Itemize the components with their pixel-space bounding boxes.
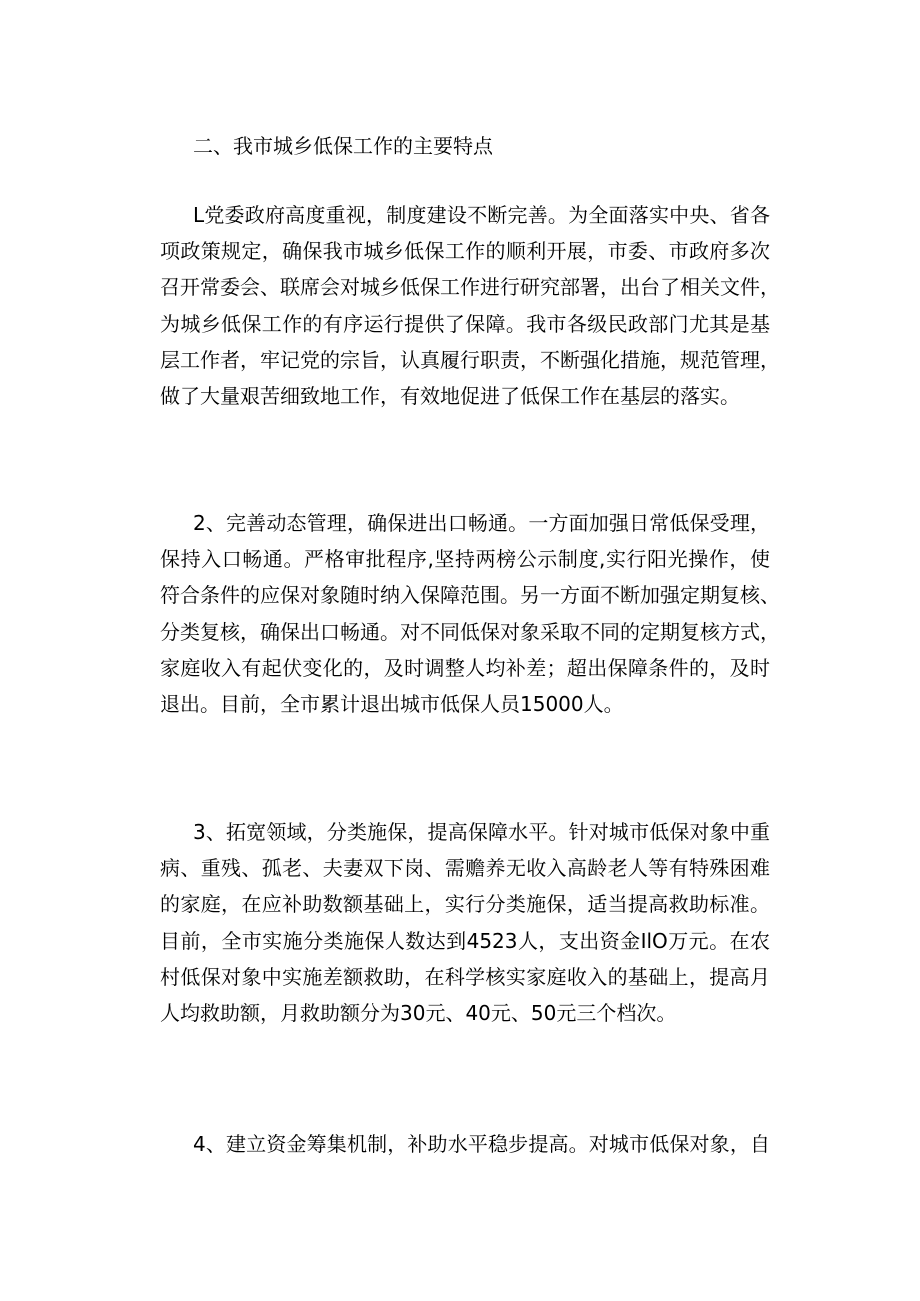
paragraph-line: 为城乡低保工作的有序运行提供了保障。我市各级民政部门尤其是基 [160, 311, 770, 336]
paragraph-line: 分类复核，确保出口畅通。对不同低保对象采取不同的定期复核方式， [160, 619, 780, 644]
paragraph-line: 家庭收入有起伏变化的，及时调整人均补差；超出保障条件的，及时 [160, 655, 770, 680]
paragraph-1 [160, 197, 780, 414]
paragraph-line: 4、建立资金筹集机制，补助水平稳步提高。对城市低保对象，自 [193, 1132, 770, 1156]
paragraph-line: 召开常委会、联席会对城乡低保工作进行研究部署，出台了相关文件， [160, 275, 780, 300]
paragraph-line: 做了大量艰苦细致地工作，有效地促进了低保工作在基层的落实。 [160, 383, 740, 408]
paragraph-line: 保持入口畅通。严格审批程序,坚持两榜公示制度,实行阳光操作，使 [160, 547, 770, 572]
paragraph-line: 3、拓宽领域，分类施保，提高保障水平。针对城市低保对象中重 [193, 820, 770, 844]
paragraph-4 [160, 1126, 770, 1162]
section-heading: 二、我市城乡低保工作的主要特点 [193, 134, 493, 158]
paragraph-line: 的家庭，在应补助数额基础上，实行分类施保，适当提高救助标准。 [160, 892, 770, 917]
paragraph-line: 退出。目前，全市累计退出城市低保人员15000人。 [160, 691, 624, 716]
paragraph-line: L党委政府高度重视，制度建设不断完善。为全面落实中央、省各 [193, 203, 770, 227]
paragraph-line: 项政策规定，确保我市城乡低保工作的顺利开展，市委、市政府多次 [160, 239, 770, 264]
paragraph-line: 目前，全市实施分类施保人数达到4523人，支出资金IlO万元。在农 [160, 928, 770, 953]
paragraph-2 [160, 505, 780, 722]
paragraph-line: 2、完善动态管理，确保进出口畅通。一方面加强日常低保受理， [193, 511, 770, 535]
paragraph-line: 病、重残、孤老、夫妻双下岗、需赡养无收入高龄老人等有特殊困难 [160, 856, 770, 881]
paragraph-line: 村低保对象中实施差额救助，在科学核实家庭收入的基础上，提高月 [160, 964, 770, 989]
paragraph-line: 人均救助额，月救助额分为30元、40元、50元三个档次。 [160, 1000, 677, 1025]
paragraph-line: 符合条件的应保对象随时纳入保障范围。另一方面不断加强定期复核、 [160, 583, 780, 608]
paragraph-line: 层工作者，牢记党的宗旨，认真履行职责，不断强化措施，规范管理， [160, 347, 780, 372]
paragraph-3 [160, 814, 770, 1031]
